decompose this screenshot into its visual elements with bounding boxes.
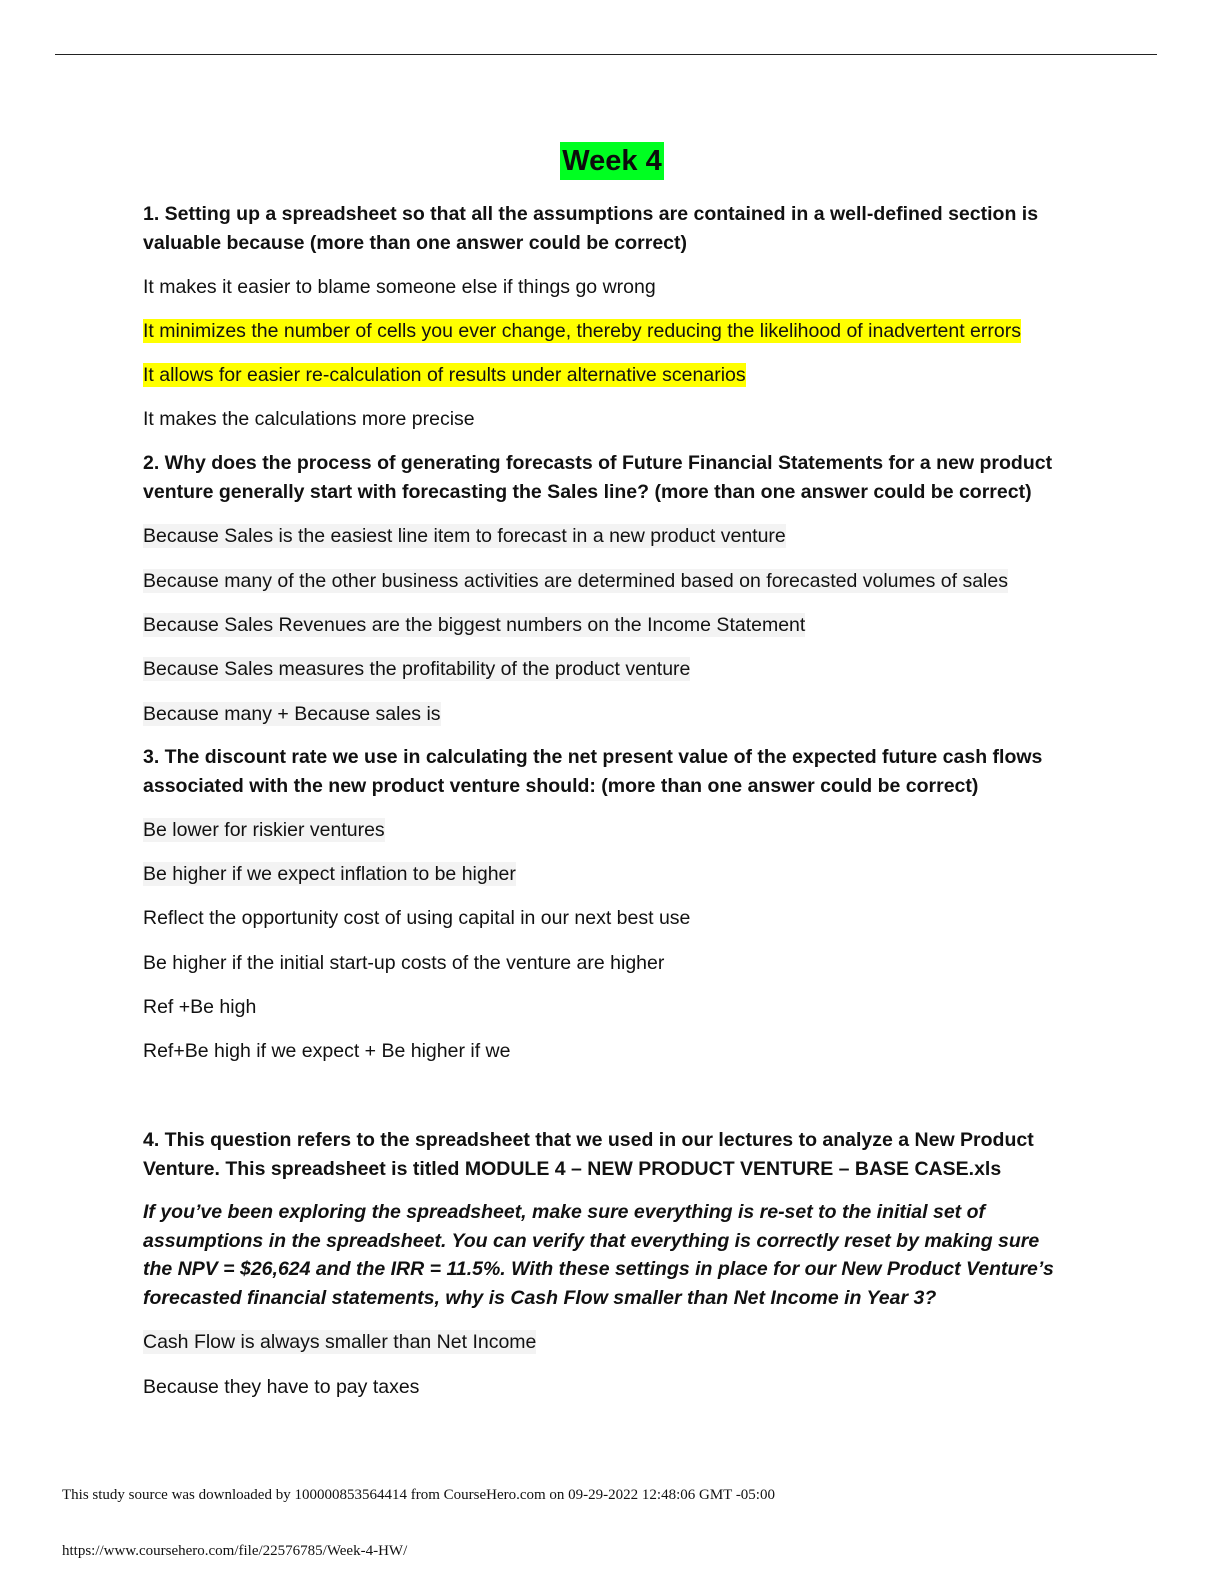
q1-answer-1: It makes it easier to blame someone else if things go wrong — [143, 276, 656, 298]
q4-answer-1: Cash Flow is always smaller than Net Income — [143, 1331, 537, 1353]
top-rule — [55, 54, 1157, 55]
question-3: 3. The discount rate we use in calculating the net present value of the expected future cash flows associated with the new product venture should: (more than one answer could be correct) — [143, 746, 1043, 797]
footer-source: This study source was downloaded by 100000853564414 from CourseHero.com on 09-29-2022 12:48:06 GMT -05:00 — [62, 1487, 775, 1503]
q3-answer-1: Be lower for riskier ventures — [143, 819, 385, 841]
q2-answer-1: Because Sales is the easiest line item to forecast in a new product venture — [143, 525, 786, 547]
q3-answer-2: Be higher if we expect inflation to be higher — [143, 863, 516, 885]
q3-answer-4: Be higher if the initial start-up costs of the venture are higher — [143, 952, 665, 974]
q3-answer-3: Reflect the opportunity cost of using capital in our next best use — [143, 907, 691, 929]
question-4-note: If you’ve been exploring the spreadsheet, make sure everything is re-set to the initial set of assumptions in the spreadsheet. You can verify that everything is correctly reset by making sure the NPV = $26,624 and the IRR = 11.5%. With these settings in place for our New Product Venture’s forecasted financial statements, why is Cash Flow smaller than Net Income in Year 3? — [143, 1201, 1054, 1309]
q2-answer-5: Because many + Because sales is — [143, 703, 441, 725]
q2-answer-2: Because many of the other business activities are determined based on forecasted volumes of sales — [143, 570, 1008, 592]
q2-answer-3: Because Sales Revenues are the biggest numbers on the Income Statement — [143, 614, 806, 636]
q1-answer-3: It allows for easier re-calculation of results under alternative scenarios — [143, 364, 746, 386]
page-title: Week 4 — [560, 142, 663, 180]
footer-url[interactable]: https://www.coursehero.com/file/22576785/Week-4-HW/ — [62, 1543, 408, 1559]
q3-answer-5: Ref +Be high — [143, 996, 257, 1018]
title-wrap — [0, 142, 1224, 180]
question-2: 2. Why does the process of generating forecasts of Future Financial Statements for a new product venture generally start with forecasting the Sales line? (more than one answer could be correct) — [143, 452, 1053, 503]
q2-answer-4: Because Sales measures the profitability of the product venture — [143, 658, 691, 680]
q4-answer-2: Because they have to pay taxes — [143, 1376, 420, 1398]
question-4: 4. This question refers to the spreadsheet that we used in our lectures to analyze a New Product Venture. This spreadsheet is titled MODULE 4 – NEW PRODUCT VENTURE – BASE CASE.xls — [143, 1129, 1034, 1180]
q1-answer-4: It makes the calculations more precise — [143, 408, 475, 430]
question-1: 1. Setting up a spreadsheet so that all the assumptions are contained in a well-defined section is valuable because (more than one answer could be correct) — [143, 203, 1039, 254]
q1-answer-2: It minimizes the number of cells you ever change, thereby reducing the likelihood of inadvertent errors — [143, 320, 1021, 342]
q3-answer-6: Ref+Be high if we expect + Be higher if we — [143, 1040, 511, 1062]
